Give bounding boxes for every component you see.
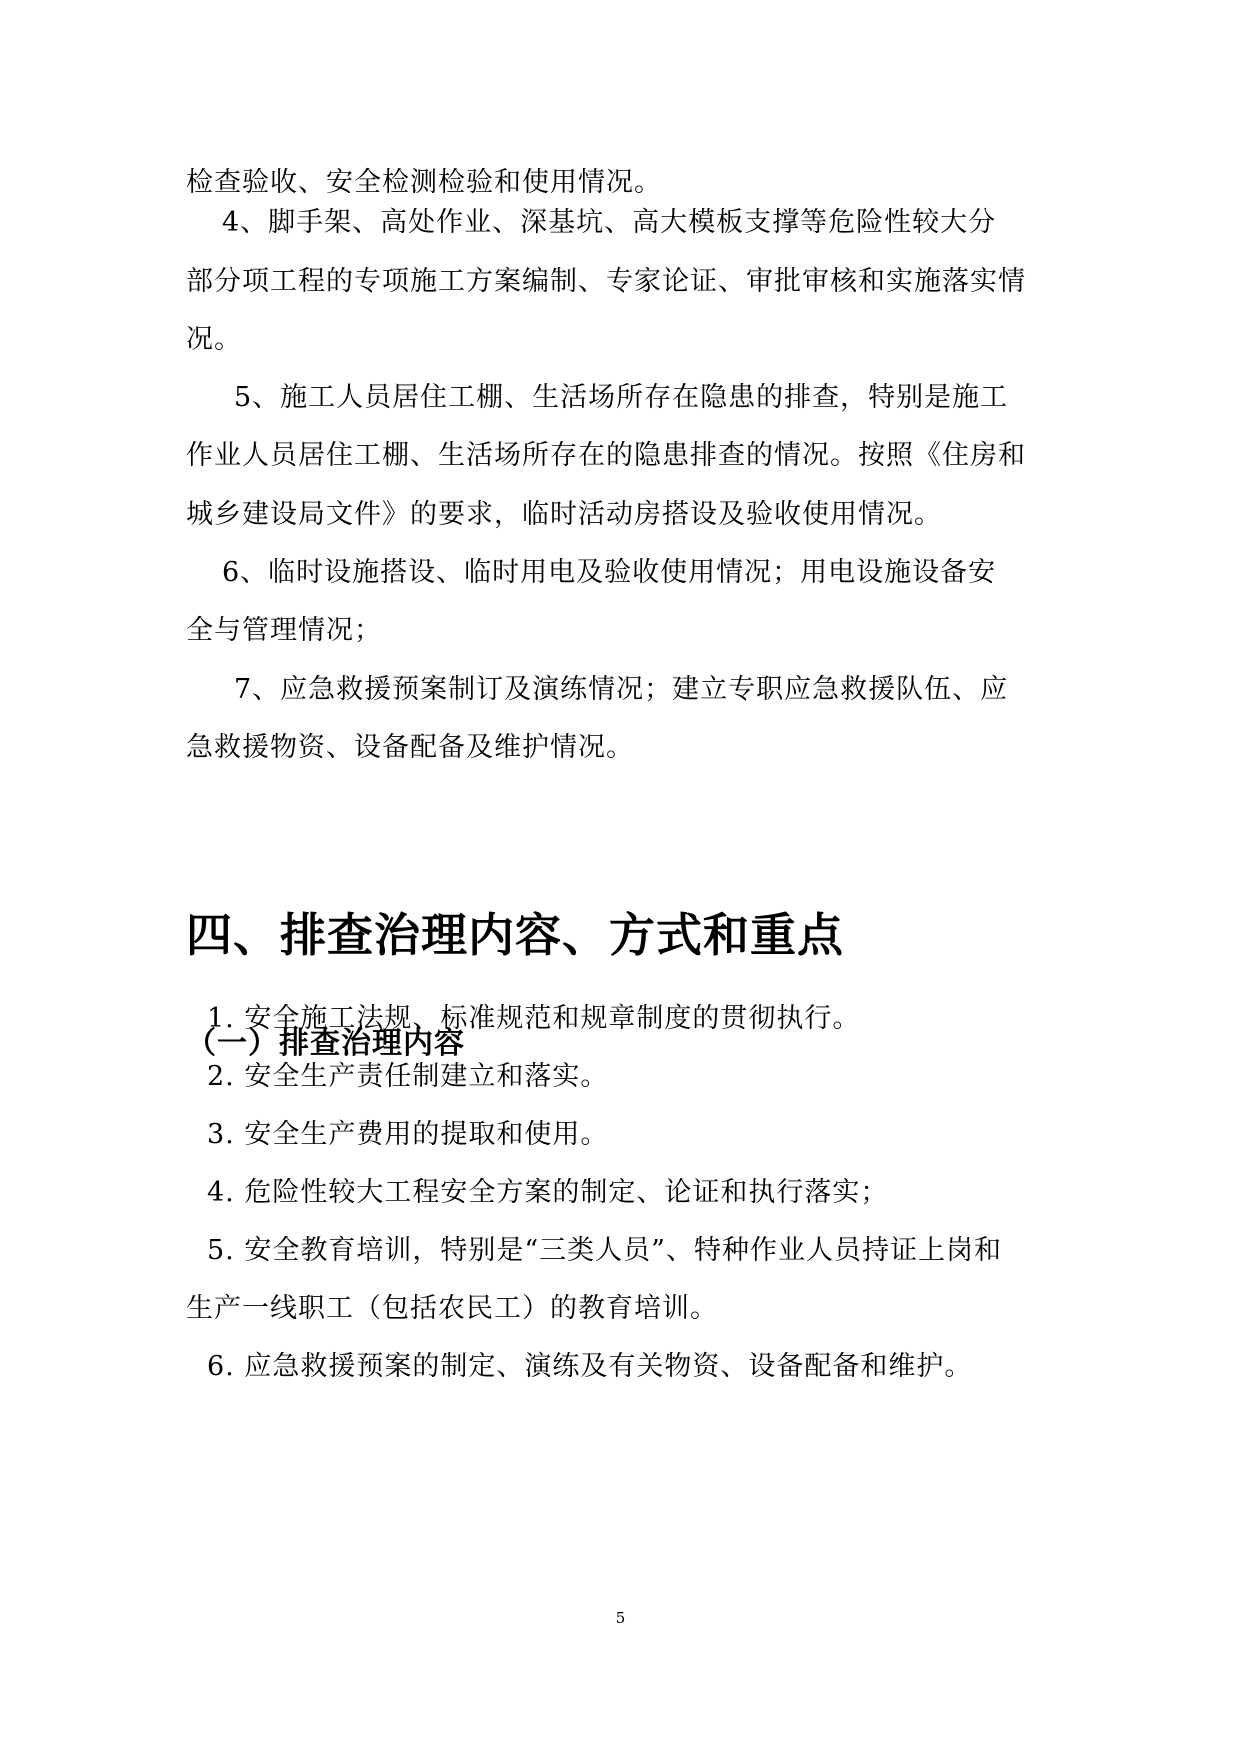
list-item: 2. 安全生产责任制建立和落实。 [207, 1061, 609, 1092]
paragraph-line: 全与管理情况； [186, 615, 382, 646]
list-item: 6. 应急救援预案的制定、演练及有关物资、设备配备和维护。 [207, 1351, 973, 1382]
section-heading: 四、排查治理内容、方式和重点 [186, 908, 844, 962]
paragraph-line: 5、施工人员居住工棚、生活场所存在隐患的排查，特别是施工 [234, 382, 1009, 413]
subsection-heading: （一）排查治理内容 [186, 1026, 465, 1061]
paragraph-line: 城乡建设局文件》的要求，临时活动房搭设及验收使用情况。 [186, 499, 942, 530]
paragraph-line: 况。 [186, 324, 242, 355]
list-item-continuation: 生产一线职工（包括农民工）的教育培训。 [186, 1293, 718, 1324]
list-item: 5. 安全教育培训，特别是“三类人员”、特种作业人员持证上岗和 [207, 1235, 1002, 1266]
list-item: 3. 安全生产费用的提取和使用。 [207, 1119, 609, 1150]
paragraph-line: 6、临时设施搭设、临时用电及验收使用情况；用电设施设备安 [222, 557, 997, 588]
list-item: 4. 危险性较大工程安全方案的制定、论证和执行落实； [207, 1177, 889, 1208]
paragraph-line: 作业人员居住工棚、生活场所存在的隐患排查的情况。按照《住房和 [186, 440, 1026, 471]
paragraph-line: 7、应急救援预案制订及演练情况；建立专职应急救援队伍、应 [234, 674, 1009, 705]
list-item: 1. 安全施工法规、标准规范和规章制度的贯彻执行。 [207, 1003, 861, 1034]
paragraph-line: 4、脚手架、高处作业、深基坑、高大模板支撑等危险性较大分 [222, 207, 997, 238]
paragraph-line: 检查验收、安全检测检验和使用情况。 [186, 167, 662, 198]
page-number: 5 [615, 1609, 626, 1627]
paragraph-line: 急救援物资、设备配备及维护情况。 [186, 732, 634, 763]
paragraph-line: 部分项工程的专项施工方案编制、专家论证、审批审核和实施落实情 [186, 266, 1026, 297]
